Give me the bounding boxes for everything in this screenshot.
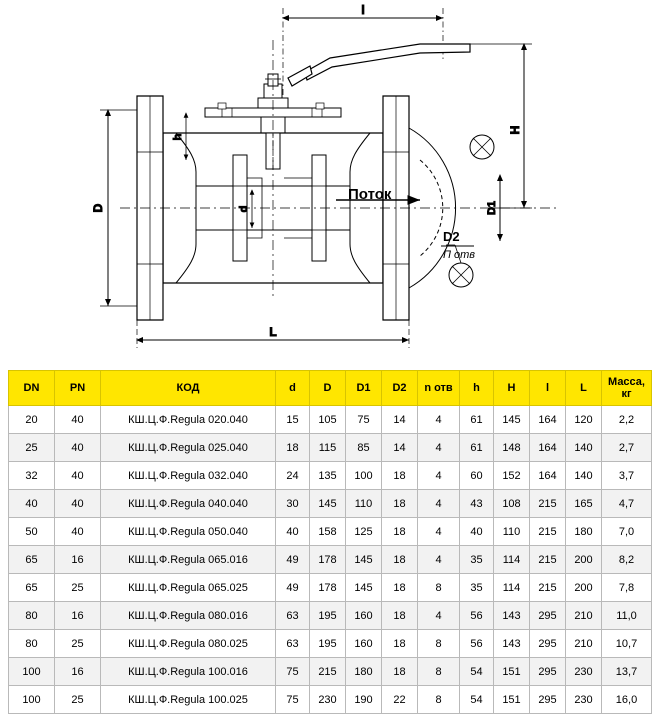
cell-PN: 25 [55,630,101,658]
cell-PN: 40 [55,490,101,518]
col-header-h: h [460,371,494,406]
cell-l: 215 [530,574,566,602]
cell-l: 295 [530,658,566,686]
flow-label: Поток [348,186,392,203]
cell-DN: 40 [9,490,55,518]
cell-D2: 14 [382,434,418,462]
cell-n отв: 4 [418,434,460,462]
cell-D1: 190 [346,686,382,714]
cell-D: 215 [310,658,346,686]
cell-Масса, кг: 7,8 [602,574,652,602]
cell-DN: 80 [9,602,55,630]
cell-Масса, кг: 11,0 [602,602,652,630]
cell-D2: 18 [382,490,418,518]
mass-header-line1: Масса, [608,376,645,388]
cell-D1: 75 [346,406,382,434]
cell-PN: 40 [55,434,101,462]
table-row [9,518,652,546]
cell-n отв: 4 [418,602,460,630]
col-header-mass [602,371,652,406]
cell-d: 49 [276,574,310,602]
cell-l: 164 [530,462,566,490]
cell-n отв: 8 [418,658,460,686]
dim-D-label: D [91,203,105,213]
table-row [9,490,652,518]
cell-Масса, кг: 8,2 [602,546,652,574]
cell-D1: 145 [346,574,382,602]
cell-D1: 160 [346,602,382,630]
cell-D2: 18 [382,630,418,658]
cell-code: КШ.Ц.Ф.Regula 020.040 [101,406,276,434]
cell-DN: 65 [9,574,55,602]
cell-d: 24 [276,462,310,490]
mass-header-line2: кг [621,388,632,400]
cell-code: КШ.Ц.Ф.Regula 080.016 [101,602,276,630]
cell-D: 105 [310,406,346,434]
cell-code: КШ.Ц.Ф.Regula 025.040 [101,434,276,462]
cell-D: 158 [310,518,346,546]
cell-h: 35 [460,574,494,602]
cell-n отв: 8 [418,630,460,658]
cell-H: 114 [494,546,530,574]
cell-n отв: 4 [418,462,460,490]
cell-h: 54 [460,658,494,686]
cell-Масса, кг: 7,0 [602,518,652,546]
cell-PN: 16 [55,546,101,574]
table-row [9,574,652,602]
cell-DN: 100 [9,658,55,686]
cell-PN: 16 [55,658,101,686]
cell-PN: 40 [55,518,101,546]
cell-d: 63 [276,630,310,658]
dim-L-label: L [269,325,277,339]
cell-D1: 85 [346,434,382,462]
cell-D2: 18 [382,546,418,574]
cell-l: 215 [530,546,566,574]
cell-h: 40 [460,518,494,546]
cell-H: 110 [494,518,530,546]
cell-PN: 25 [55,686,101,714]
cell-l: 215 [530,518,566,546]
cell-D: 145 [310,490,346,518]
cell-DN: 20 [9,406,55,434]
cell-code: КШ.Ц.Ф.Regula 065.025 [101,574,276,602]
cell-D: 178 [310,546,346,574]
cell-n отв: 4 [418,406,460,434]
table-row [9,462,652,490]
cell-DN: 32 [9,462,55,490]
table-header-row [9,371,652,406]
cell-code: КШ.Ц.Ф.Regula 040.040 [101,490,276,518]
cell-H: 143 [494,630,530,658]
cell-l: 164 [530,434,566,462]
cell-code: КШ.Ц.Ф.Regula 032.040 [101,462,276,490]
cell-H: 151 [494,658,530,686]
table-row [9,658,652,686]
table-row [9,434,652,462]
cell-L: 120 [566,406,602,434]
cell-D1: 110 [346,490,382,518]
cell-h: 35 [460,546,494,574]
col-header-n-otv: n отв [418,371,460,406]
cell-L: 210 [566,630,602,658]
cell-d: 75 [276,686,310,714]
dim-h-label: h [172,133,184,141]
cell-D: 178 [310,574,346,602]
cell-d: 63 [276,602,310,630]
cell-PN: 16 [55,602,101,630]
cell-Масса, кг: 4,7 [602,490,652,518]
cell-H: 148 [494,434,530,462]
cell-n отв: 8 [418,574,460,602]
cell-l: 215 [530,490,566,518]
col-header-D1: D1 [346,371,382,406]
cell-h: 56 [460,602,494,630]
cell-d: 15 [276,406,310,434]
cell-L: 200 [566,574,602,602]
cell-L: 165 [566,490,602,518]
cell-D: 135 [310,462,346,490]
cell-D2: 14 [382,406,418,434]
cell-D2: 18 [382,574,418,602]
cell-d: 75 [276,658,310,686]
cell-code: КШ.Ц.Ф.Regula 065.016 [101,546,276,574]
cell-D2: 18 [382,462,418,490]
cell-L: 200 [566,546,602,574]
specification-table [8,370,652,714]
cell-H: 114 [494,574,530,602]
cell-d: 18 [276,434,310,462]
cell-H: 151 [494,686,530,714]
cell-PN: 25 [55,574,101,602]
col-header-pn: PN [55,371,101,406]
cell-Масса, кг: 2,7 [602,434,652,462]
cell-L: 140 [566,434,602,462]
cell-PN: 40 [55,406,101,434]
col-header-code: КОД [101,371,276,406]
cell-H: 143 [494,602,530,630]
cell-Масса, кг: 10,7 [602,630,652,658]
dim-n-otv-label: П отв [443,249,476,261]
cell-code: КШ.Ц.Ф.Regula 050.040 [101,518,276,546]
table-row [9,602,652,630]
specification-table-container [8,370,651,714]
cell-D1: 100 [346,462,382,490]
cell-code: КШ.Ц.Ф.Regula 080.025 [101,630,276,658]
cell-L: 210 [566,602,602,630]
cell-l: 295 [530,686,566,714]
col-header-d: d [276,371,310,406]
cell-D2: 22 [382,686,418,714]
cell-D2: 18 [382,518,418,546]
cell-n отв: 4 [418,490,460,518]
cell-code: КШ.Ц.Ф.Regula 100.016 [101,658,276,686]
cell-D1: 145 [346,546,382,574]
dim-D2-label: D2 [443,229,460,244]
cell-D1: 160 [346,630,382,658]
cell-L: 230 [566,658,602,686]
cell-h: 54 [460,686,494,714]
table-body [9,406,652,714]
col-header-D: D [310,371,346,406]
cell-h: 61 [460,406,494,434]
cell-n отв: 4 [418,518,460,546]
col-header-D2: D2 [382,371,418,406]
dim-d-label: d [238,205,250,213]
dim-H-label: H [508,125,522,135]
cell-Масса, кг: 16,0 [602,686,652,714]
cell-n отв: 4 [418,546,460,574]
cell-code: КШ.Ц.Ф.Regula 100.025 [101,686,276,714]
col-header-L: L [566,371,602,406]
cell-Масса, кг: 13,7 [602,658,652,686]
cell-l: 295 [530,602,566,630]
cell-PN: 40 [55,462,101,490]
cell-L: 230 [566,686,602,714]
cell-D: 195 [310,602,346,630]
col-header-l: l [530,371,566,406]
cell-h: 43 [460,490,494,518]
cell-d: 40 [276,518,310,546]
cell-D: 115 [310,434,346,462]
cell-Масса, кг: 2,2 [602,406,652,434]
cell-H: 108 [494,490,530,518]
dim-l-top-label: l [361,3,365,17]
cell-D: 195 [310,630,346,658]
cell-D1: 125 [346,518,382,546]
cell-DN: 25 [9,434,55,462]
col-header-H: H [494,371,530,406]
table-row [9,630,652,658]
cell-l: 295 [530,630,566,658]
dim-D1-label: D1 [486,200,498,216]
cell-L: 180 [566,518,602,546]
cell-DN: 65 [9,546,55,574]
cell-h: 60 [460,462,494,490]
cell-DN: 50 [9,518,55,546]
cell-DN: 80 [9,630,55,658]
table-row [9,546,652,574]
cell-h: 56 [460,630,494,658]
col-header-dn: DN [9,371,55,406]
cell-D1: 180 [346,658,382,686]
cell-D2: 18 [382,658,418,686]
cell-n отв: 8 [418,686,460,714]
cell-h: 61 [460,434,494,462]
table-row [9,406,652,434]
table-header [9,371,652,406]
cell-DN: 100 [9,686,55,714]
cell-H: 152 [494,462,530,490]
cell-D: 230 [310,686,346,714]
cell-D2: 18 [382,602,418,630]
cell-H: 145 [494,406,530,434]
cell-L: 140 [566,462,602,490]
cell-d: 49 [276,546,310,574]
cell-d: 30 [276,490,310,518]
cell-Масса, кг: 3,7 [602,462,652,490]
cell-l: 164 [530,406,566,434]
